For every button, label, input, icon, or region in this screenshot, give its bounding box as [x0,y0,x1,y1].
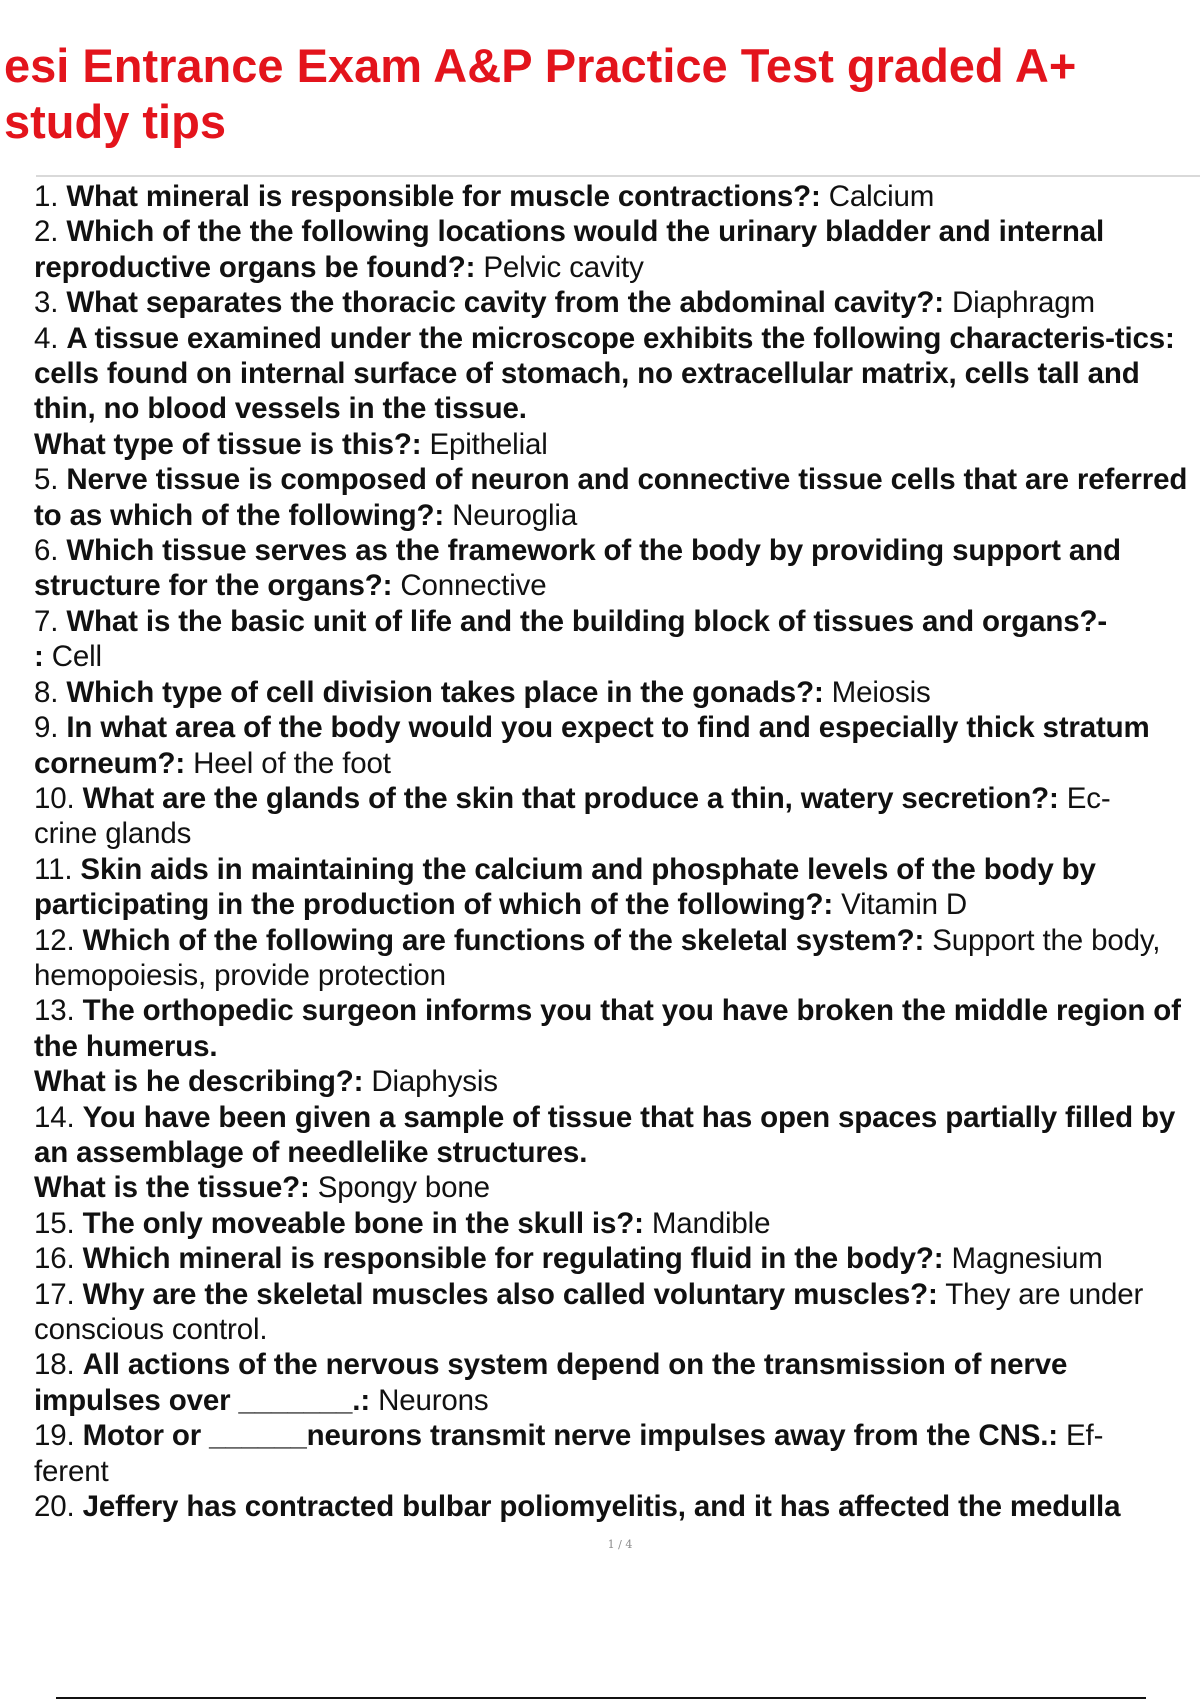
answer-text: Mandible [651,1206,771,1240]
question-text: Jeffery has contracted bulbar poliomyelitis, and it has affected the medulla [82,1490,1121,1524]
question-item [34,1241,1200,1276]
question-text: Which tissue serves as the framework of the body by providing support and structure for the organs?: [34,534,1129,603]
question-text: In what area of the body would you expect to find and especially thick stratum corneum?: [34,711,1158,780]
question-number: 11. [34,852,73,886]
answer-text: Meiosis [831,675,931,709]
answer-text: Connective [400,569,547,603]
question-number: 13. [34,994,75,1028]
question-text: The only moveable bone in the skull is?: [82,1206,644,1240]
question-text: What is the basic unit of life and the building block of tissues and organs?- : [34,604,1108,674]
question-number: 1. [34,180,59,213]
answer-text: Magnesium [951,1242,1103,1276]
question-text: All actions of the nervous system depend on the transmission of nerve impulses over _______.: [34,1348,1076,1417]
answer-text: Epithelial [429,427,548,461]
question-number: 14. [34,1100,75,1134]
question-text: Which of the following are functions of the skeletal system?: [82,923,925,957]
answer-text: Support the body, hemopoiesis, provide protection [34,923,1169,992]
answer-text: Neurons [378,1383,489,1417]
answer-text: Spongy bone [317,1171,490,1205]
question-number: 2. [34,215,59,249]
question-item [34,781,1200,852]
question-text: Skin aids in maintaining the calcium and phosphate levels of the body by participating in the production of which of the following?: [34,852,1104,922]
question-number: 12. [34,923,75,957]
question-number: 4. [34,321,59,355]
page-indicator: 1 / 4 [607,1538,633,1551]
answer-text: Pelvic cavity [483,250,644,284]
answer-text: Ef- ferent [34,1419,1104,1488]
question-number: 17. [34,1277,75,1311]
question-text: What mineral is responsible for muscle contractions?: [66,180,821,213]
question-text: What separates the thoracic cavity from the abdominal cavity?: [66,286,944,320]
question-item [34,1418,1200,1489]
question-text: Which mineral is responsible for regulating fluid in the body?: [82,1242,944,1276]
question-text: Nerve tissue is composed of neuron and connective tissue cells that are referred to as which of the following?: [34,463,1196,532]
question-number: 15. [34,1206,75,1240]
answer-text: Neuroglia [452,498,578,532]
answer-text: Vitamin D [841,888,968,922]
question-list [34,179,1200,1524]
answer-text: Ec- crine glands [34,781,1111,851]
answer-text: Calcium [828,180,935,213]
question-item [34,675,1200,710]
question-item [34,1277,1200,1348]
question-number: 19. [34,1419,75,1453]
question-text: Motor or ______neurons transmit nerve impulses away from the CNS.: [82,1419,1058,1453]
question-item [34,923,1200,994]
question-text: A tissue examined under the microscope exhibits the following characteris-tics: cells found on internal surface of stomach, no extracellular matrix, cells tall and thin, no blood vessels in the tissue. What type of tissue is this?: [34,321,1175,461]
question-item [34,285,1200,320]
question-number: 5. [34,463,59,497]
answer-text: They are under conscious control. [34,1277,1152,1346]
question-number: 16. [34,1242,75,1276]
question-item [34,462,1200,533]
question-text: What are the glands of the skin that produce a thin, watery secretion?: [82,781,1059,815]
question-number: 8. [34,675,59,709]
title-divider [36,175,1200,177]
answer-text: Diaphragm [952,286,1095,320]
answer-text: Heel of the foot [193,746,391,780]
question-item [34,533,1200,604]
question-number: 10. [34,781,75,815]
answer-text: Cell [51,640,102,674]
question-item [34,852,1200,923]
answer-text: Diaphysis [371,1065,498,1099]
document-title: esi Entrance Exam A&P Practice Test graded A+ study tips [4,39,1077,148]
question-item [34,321,1200,463]
bottom-divider [56,1697,1146,1699]
question-item [34,993,1200,1099]
question-item [34,604,1200,675]
question-text: Why are the skeletal muscles also called voluntary muscles?: [82,1277,938,1311]
question-item [34,1347,1200,1418]
question-item [34,214,1200,285]
question-item [34,1489,1200,1524]
question-text: The orthopedic surgeon informs you that you have broken the middle region of the humerus. What is he describing?: [34,994,1181,1099]
question-number: 18. [34,1348,75,1382]
question-number: 20. [34,1490,75,1524]
question-item [34,179,1200,214]
question-text: Which of the the following locations would the urinary bladder and internal reproductive organs be found?: [34,215,1113,284]
question-number: 3. [34,286,59,320]
question-number: 9. [34,711,59,745]
question-item [34,1206,1200,1241]
question-text: Which type of cell division takes place in the gonads?: [66,675,824,709]
question-text: You have been given a sample of tissue that has open spaces partially filled by an assemblage of needlelike structures. What is the tissue?: [34,1100,1176,1205]
question-number: 6. [34,534,59,568]
question-item [34,710,1200,781]
question-item [34,1100,1200,1206]
question-number: 7. [34,604,59,638]
